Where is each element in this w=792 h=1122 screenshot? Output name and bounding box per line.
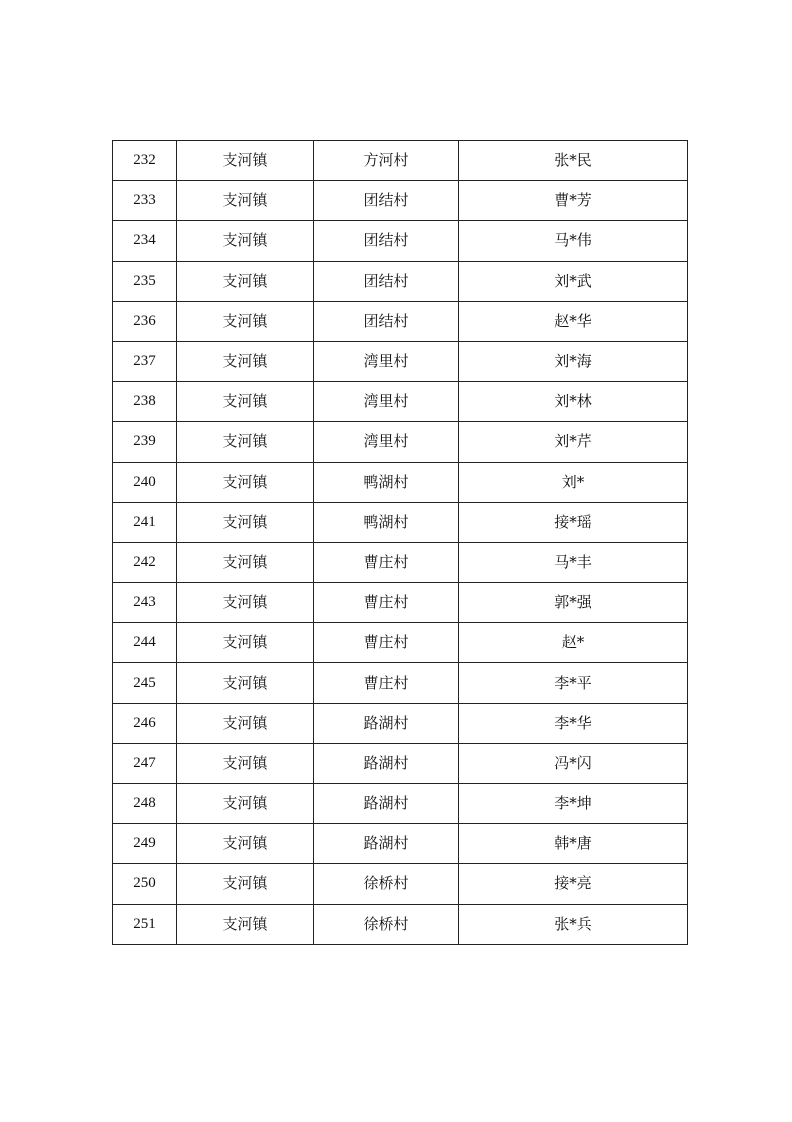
village-cell: 鸭湖村 (314, 502, 459, 542)
row-number-cell: 246 (113, 703, 177, 743)
town-cell: 支河镇 (177, 904, 314, 944)
town-cell: 支河镇 (177, 663, 314, 703)
roster-table (112, 140, 688, 945)
name-cell: 郭*强 (459, 583, 688, 623)
row-number-cell: 242 (113, 542, 177, 582)
name-cell: 李*华 (459, 703, 688, 743)
name-cell: 曹*芳 (459, 181, 688, 221)
village-cell: 路湖村 (314, 743, 459, 783)
row-number-cell: 251 (113, 904, 177, 944)
table-row (113, 502, 688, 542)
table-row (113, 623, 688, 663)
row-number-cell: 234 (113, 221, 177, 261)
row-number-cell: 235 (113, 261, 177, 301)
name-cell: 接*瑶 (459, 502, 688, 542)
village-cell: 路湖村 (314, 824, 459, 864)
name-cell: 赵*华 (459, 301, 688, 341)
name-cell: 刘*海 (459, 341, 688, 381)
table-row (113, 261, 688, 301)
row-number-cell: 238 (113, 382, 177, 422)
table-row (113, 824, 688, 864)
town-cell: 支河镇 (177, 583, 314, 623)
village-cell: 方河村 (314, 141, 459, 181)
village-cell: 曹庄村 (314, 663, 459, 703)
town-cell: 支河镇 (177, 301, 314, 341)
name-cell: 赵* (459, 623, 688, 663)
row-number-cell: 245 (113, 663, 177, 703)
town-cell: 支河镇 (177, 341, 314, 381)
row-number-cell: 250 (113, 864, 177, 904)
table-row (113, 743, 688, 783)
village-cell: 团结村 (314, 261, 459, 301)
village-cell: 团结村 (314, 221, 459, 261)
row-number-cell: 248 (113, 784, 177, 824)
village-cell: 团结村 (314, 181, 459, 221)
row-number-cell: 243 (113, 583, 177, 623)
name-cell: 李*坤 (459, 784, 688, 824)
town-cell: 支河镇 (177, 542, 314, 582)
table-row (113, 141, 688, 181)
table-row (113, 663, 688, 703)
table-row (113, 784, 688, 824)
town-cell: 支河镇 (177, 623, 314, 663)
row-number-cell: 232 (113, 141, 177, 181)
row-number-cell: 233 (113, 181, 177, 221)
name-cell: 张*民 (459, 141, 688, 181)
town-cell: 支河镇 (177, 824, 314, 864)
row-number-cell: 237 (113, 341, 177, 381)
town-cell: 支河镇 (177, 181, 314, 221)
name-cell: 李*平 (459, 663, 688, 703)
village-cell: 徐桥村 (314, 904, 459, 944)
town-cell: 支河镇 (177, 864, 314, 904)
village-cell: 路湖村 (314, 703, 459, 743)
table-row (113, 221, 688, 261)
table-row (113, 462, 688, 502)
town-cell: 支河镇 (177, 422, 314, 462)
name-cell: 韩*唐 (459, 824, 688, 864)
table-row (113, 864, 688, 904)
village-cell: 曹庄村 (314, 583, 459, 623)
table-row (113, 542, 688, 582)
table-row (113, 181, 688, 221)
name-cell: 接*亮 (459, 864, 688, 904)
table-row (113, 341, 688, 381)
village-cell: 路湖村 (314, 784, 459, 824)
row-number-cell: 249 (113, 824, 177, 864)
name-cell: 冯*闪 (459, 743, 688, 783)
village-cell: 曹庄村 (314, 623, 459, 663)
table-row (113, 703, 688, 743)
table-row (113, 583, 688, 623)
town-cell: 支河镇 (177, 502, 314, 542)
table-row (113, 422, 688, 462)
town-cell: 支河镇 (177, 221, 314, 261)
village-cell: 湾里村 (314, 382, 459, 422)
row-number-cell: 239 (113, 422, 177, 462)
row-number-cell: 247 (113, 743, 177, 783)
name-cell: 刘*武 (459, 261, 688, 301)
table-row (113, 904, 688, 944)
village-cell: 徐桥村 (314, 864, 459, 904)
village-cell: 湾里村 (314, 341, 459, 381)
name-cell: 刘*芹 (459, 422, 688, 462)
village-cell: 湾里村 (314, 422, 459, 462)
name-cell: 马*伟 (459, 221, 688, 261)
name-cell: 刘*林 (459, 382, 688, 422)
roster-table-body (113, 141, 688, 945)
town-cell: 支河镇 (177, 141, 314, 181)
table-row (113, 301, 688, 341)
town-cell: 支河镇 (177, 382, 314, 422)
village-cell: 曹庄村 (314, 542, 459, 582)
name-cell: 张*兵 (459, 904, 688, 944)
village-cell: 鸭湖村 (314, 462, 459, 502)
town-cell: 支河镇 (177, 703, 314, 743)
town-cell: 支河镇 (177, 784, 314, 824)
row-number-cell: 240 (113, 462, 177, 502)
town-cell: 支河镇 (177, 261, 314, 301)
row-number-cell: 244 (113, 623, 177, 663)
name-cell: 马*丰 (459, 542, 688, 582)
town-cell: 支河镇 (177, 462, 314, 502)
table-row (113, 382, 688, 422)
name-cell: 刘* (459, 462, 688, 502)
row-number-cell: 241 (113, 502, 177, 542)
row-number-cell: 236 (113, 301, 177, 341)
village-cell: 团结村 (314, 301, 459, 341)
town-cell: 支河镇 (177, 743, 314, 783)
